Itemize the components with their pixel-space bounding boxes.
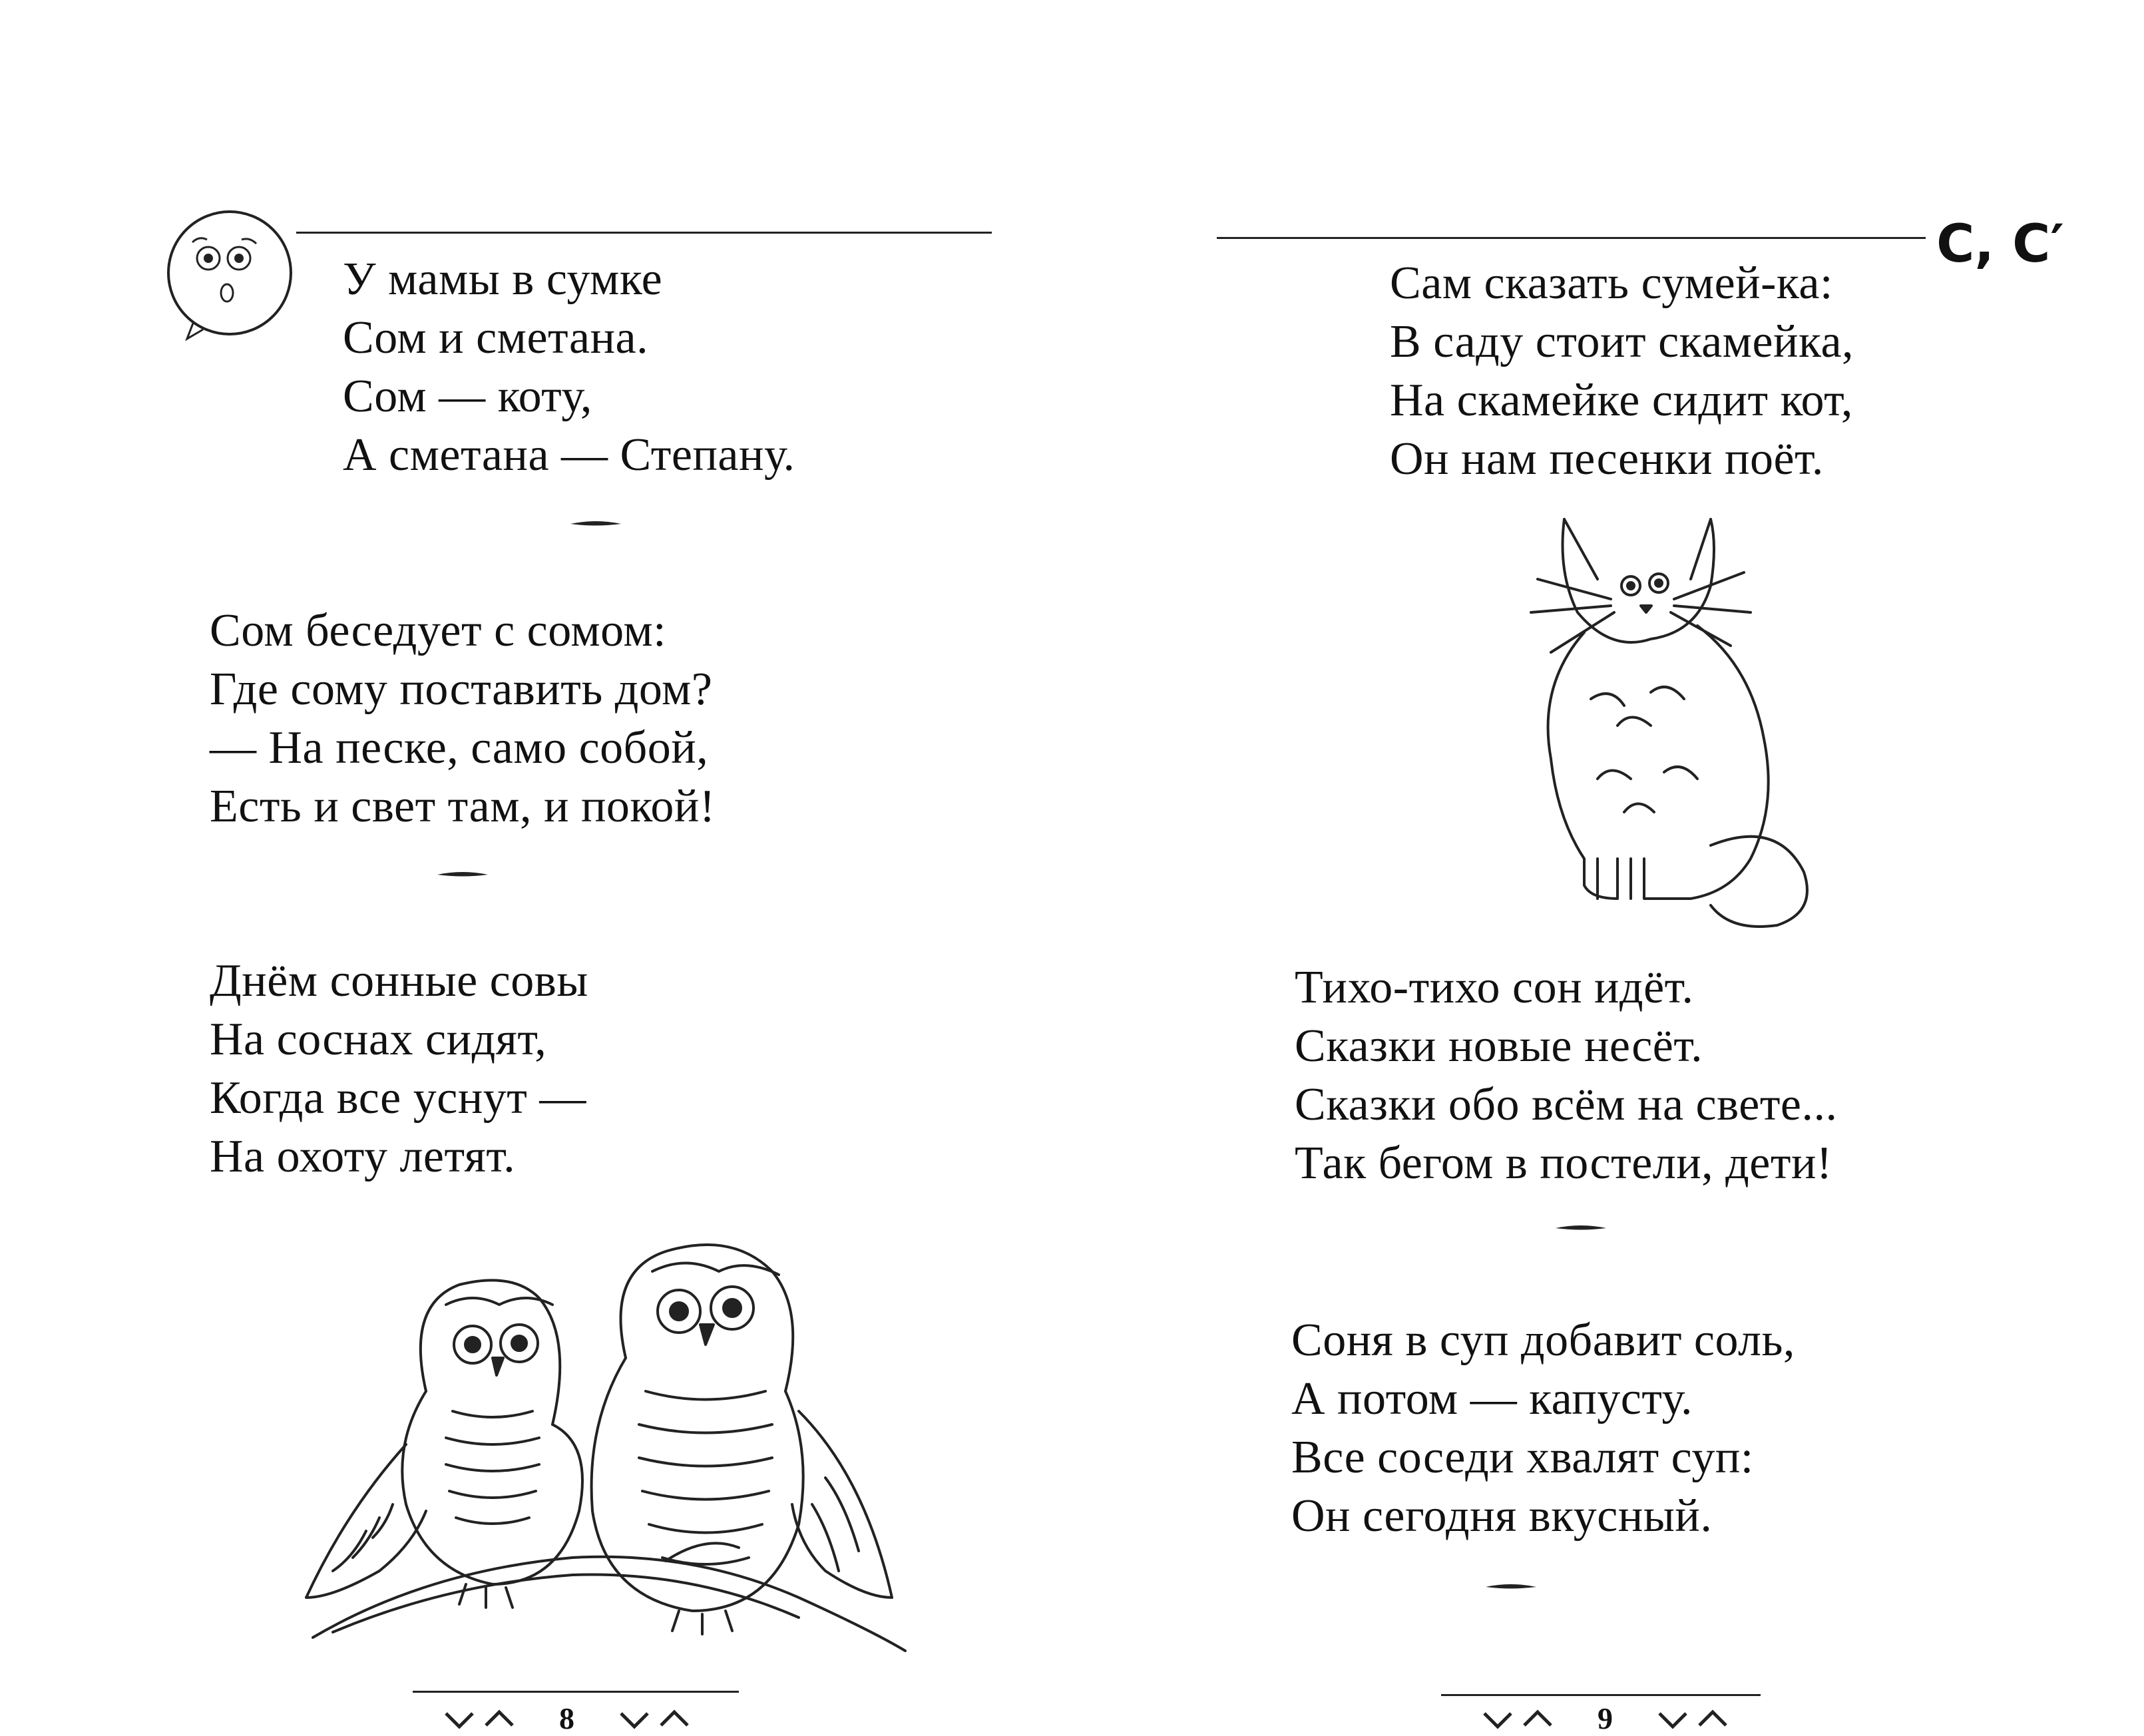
poem-line: А сметана — Степану. [343,429,795,481]
owls-illustration [293,1225,919,1664]
poem-line: Сам сказать сумей-ка: [1390,258,1833,309]
poem-line: Есть и свет там, и покой! [210,781,716,832]
left-page [0,0,1072,1735]
poem-line: Днём сонные совы [210,955,588,1006]
separator-dash [1554,1222,1608,1233]
ornament-icon [1478,1705,1558,1732]
footer-rule [1441,1694,1761,1696]
poem-line: Сом и сметана. [343,312,649,363]
poem-line: У мамы в сумке [343,254,663,305]
footer-rule [413,1691,739,1693]
separator-dash [436,869,489,879]
surprised-face-icon [163,206,296,353]
poem-line: А потом — капусту. [1291,1373,1693,1424]
separator-dash [569,518,622,529]
section-letters: С, С′ [1936,214,2064,274]
separator-dash [1484,1581,1538,1592]
cat-illustration [1511,499,1830,939]
poem-line: Где сому поставить дом? [210,664,713,715]
poem-line: — На песке, само собой, [210,722,709,773]
page-footer [1478,1701,1733,1736]
ornament-icon [439,1705,519,1732]
poem-line: Сом беседует с сомом: [210,605,667,656]
poem-sonnye-sovy [210,952,588,1186]
poem-line: Сом — коту, [343,371,592,422]
poem-line: Так бегом в постели, дети! [1295,1138,1832,1189]
poem-line: На соснах сидят, [210,1014,547,1065]
poem-sonya-sup [1291,1311,1795,1546]
poem-line: На скамейке сидит кот, [1390,375,1853,426]
poem-line: Все соседи хвалят суп: [1291,1432,1754,1483]
poem-line: Соня в суп добавит соль, [1291,1315,1795,1366]
poem-som-beseduet [210,602,716,836]
poem-mama-sumka [343,250,795,485]
poem-line: Он нам песенки поёт. [1390,433,1824,485]
header-rule [1217,237,1926,239]
poem-son-idet [1295,959,1838,1193]
page-number: 8 [559,1701,574,1735]
ornament-icon [1653,1705,1733,1732]
poem-line: В саду стоит скамейка, [1390,316,1854,367]
poem-line: Он сегодня вкусный. [1291,1490,1713,1542]
poem-skameika [1390,254,1854,489]
page-footer [439,1701,694,1736]
ornament-icon [614,1705,694,1732]
poem-line: Сказки новые несёт. [1295,1020,1703,1072]
poem-line: На охоту летят. [210,1131,516,1182]
page-number: 9 [1598,1701,1613,1735]
poem-line: Когда все уснут — [210,1072,586,1124]
header-rule [296,232,992,234]
poem-line: Тихо-тихо сон идёт. [1295,962,1694,1013]
poem-line: Сказки обо всём на свете... [1295,1079,1838,1130]
